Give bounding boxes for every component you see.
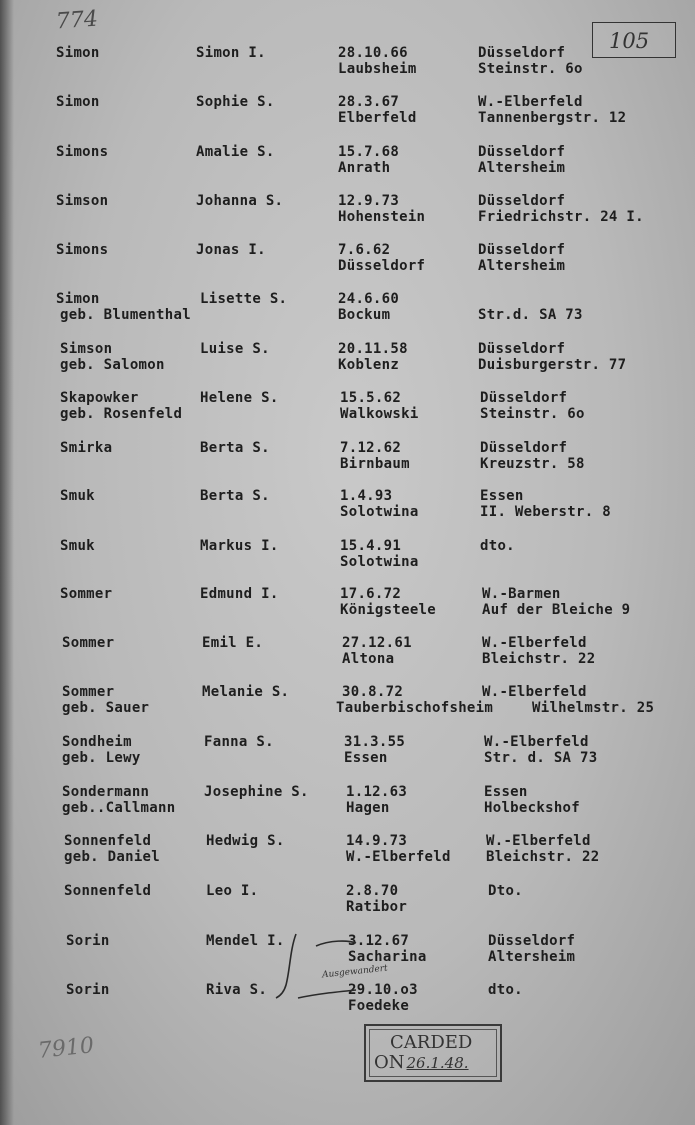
birth-place: Bockum	[338, 307, 391, 323]
street: Altersheim	[478, 160, 566, 176]
maiden-name: geb..Callmann	[62, 800, 176, 816]
carded-on-label: ON	[374, 1052, 405, 1073]
birth-date: 15.5.62	[340, 390, 402, 406]
first-name: Hedwig S.	[206, 833, 285, 849]
birth-place: Königsteele	[340, 602, 437, 618]
city: Düsseldorf	[478, 144, 566, 160]
surname: Sondheim	[62, 734, 132, 750]
birth-date: 15.4.91	[340, 538, 402, 554]
birth-date: 17.6.72	[340, 586, 402, 602]
surname: Simson	[60, 341, 113, 357]
surname: Sonnenfeld	[64, 833, 152, 849]
first-name: Emil E.	[202, 635, 264, 651]
surname: Sommer	[62, 635, 115, 651]
carded-date-line	[374, 1052, 469, 1073]
first-name: Amalie S.	[196, 144, 275, 160]
birth-date: 24.6.60	[338, 291, 400, 307]
birth-place: Solotwina	[340, 504, 419, 520]
birth-place: Hagen	[346, 800, 390, 816]
carded-stamp	[364, 1024, 502, 1082]
street: Bleichstr. 22	[482, 651, 596, 667]
street: Str.d. SA 73	[478, 307, 583, 323]
city: W.-Elberfeld	[486, 833, 591, 849]
surname: Simon	[56, 94, 100, 110]
first-name: Jonas I.	[196, 242, 266, 258]
city: Essen	[480, 488, 524, 504]
street: Str. d. SA 73	[484, 750, 598, 766]
birth-place: Foedeke	[348, 998, 410, 1014]
surname: Skapowker	[60, 390, 139, 406]
maiden-name: geb. Blumenthal	[60, 307, 191, 323]
first-name: Lisette S.	[200, 291, 288, 307]
birth-date: 15.7.68	[338, 144, 400, 160]
surname: Smuk	[60, 538, 95, 554]
first-name: Mendel I.	[206, 933, 285, 949]
first-name: Simon I.	[196, 45, 266, 61]
birth-place: Düsseldorf	[338, 258, 426, 274]
birth-date: 14.9.73	[346, 833, 408, 849]
birth-date: 20.11.58	[338, 341, 408, 357]
surname: Sonnenfeld	[64, 883, 152, 899]
first-name: Leo I.	[206, 883, 259, 899]
maiden-name: geb. Rosenfeld	[60, 406, 183, 422]
birth-place: Tauberbischofsheim	[336, 700, 494, 716]
first-name: Luise S.	[200, 341, 270, 357]
birth-date: 28.10.66	[338, 45, 408, 61]
street: Altersheim	[478, 258, 566, 274]
birth-date: 1.4.93	[340, 488, 393, 504]
birth-place: Solotwina	[340, 554, 419, 570]
birth-date: 7.12.62	[340, 440, 402, 456]
first-name: Melanie S.	[202, 684, 290, 700]
city: dto.	[480, 538, 515, 554]
birth-place: Birnbaum	[340, 456, 410, 472]
birth-place: Altona	[342, 651, 395, 667]
surname: Sondermann	[62, 784, 150, 800]
surname: Sommer	[60, 586, 113, 602]
birth-place: W.-Elberfeld	[346, 849, 451, 865]
maiden-name: geb. Sauer	[62, 700, 150, 716]
city: W.-Elberfeld	[478, 94, 583, 110]
birth-place: Anrath	[338, 160, 391, 176]
city: dto.	[488, 982, 523, 998]
street: Altersheim	[488, 949, 576, 965]
birth-date: 2.8.70	[346, 883, 399, 899]
surname: Sommer	[62, 684, 115, 700]
city: Düsseldorf	[478, 193, 566, 209]
city: Düsseldorf	[480, 440, 568, 456]
street: Holbeckshof	[484, 800, 581, 816]
first-name: Josephine S.	[204, 784, 309, 800]
first-name: Sophie S.	[196, 94, 275, 110]
street: Wilhelmstr. 25	[532, 700, 655, 716]
birth-place: Walkowski	[340, 406, 419, 422]
carded-label: CARDED	[390, 1032, 473, 1053]
city: Düsseldorf	[478, 242, 566, 258]
handwritten-side-number: 7910	[36, 1033, 96, 1064]
city: Dto.	[488, 883, 523, 899]
surname: Sorin	[66, 982, 110, 998]
birth-date: 29.10.o3	[348, 982, 418, 998]
birth-place: Laubsheim	[338, 61, 417, 77]
folder-number: 105	[609, 29, 650, 53]
first-name: Helene S.	[200, 390, 279, 406]
first-name: Edmund I.	[200, 586, 279, 602]
birth-place: Essen	[344, 750, 388, 766]
birth-place: Ratibor	[346, 899, 408, 915]
first-name: Berta S.	[200, 440, 270, 456]
city: Düsseldorf	[478, 341, 566, 357]
city: W.-Barmen	[482, 586, 561, 602]
street: Bleichstr. 22	[486, 849, 600, 865]
surname: Sorin	[66, 933, 110, 949]
maiden-name: geb. Salomon	[60, 357, 165, 373]
birth-place: Elberfeld	[338, 110, 417, 126]
city: Essen	[484, 784, 528, 800]
birth-date: 31.3.55	[344, 734, 406, 750]
birth-date: 28.3.67	[338, 94, 400, 110]
birth-place: Koblenz	[338, 357, 400, 373]
city: Düsseldorf	[488, 933, 576, 949]
street: Steinstr. 6o	[480, 406, 585, 422]
street: II. Weberstr. 8	[480, 504, 611, 520]
city: W.-Elberfeld	[484, 734, 589, 750]
surname: Smuk	[60, 488, 95, 504]
handwritten-page-number: 774	[55, 6, 99, 35]
maiden-name: geb. Daniel	[64, 849, 161, 865]
birth-place: Hohenstein	[338, 209, 426, 225]
birth-date: 27.12.61	[342, 635, 412, 651]
street: Steinstr. 6o	[478, 61, 583, 77]
first-name: Berta S.	[200, 488, 270, 504]
carded-date: 26.1.48.	[406, 1054, 469, 1072]
city: W.-Elberfeld	[482, 684, 587, 700]
birth-place: Sacharina	[348, 949, 427, 965]
street: Auf der Bleiche 9	[482, 602, 631, 618]
birth-date: 30.8.72	[342, 684, 404, 700]
birth-date: 3.12.67	[348, 933, 410, 949]
surname: Simons	[56, 144, 109, 160]
birth-date: 7.6.62	[338, 242, 391, 258]
handwritten-note: Ausgewandert	[321, 963, 389, 981]
birth-date: 12.9.73	[338, 193, 400, 209]
maiden-name: geb. Lewy	[62, 750, 141, 766]
first-name: Johanna S.	[196, 193, 284, 209]
surname: Smirka	[60, 440, 113, 456]
surname: Simon	[56, 45, 100, 61]
city: Düsseldorf	[480, 390, 568, 406]
first-name: Riva S.	[206, 982, 268, 998]
first-name: Fanna S.	[204, 734, 274, 750]
surname: Simon	[56, 291, 100, 307]
street: Tannenbergstr. 12	[478, 110, 627, 126]
city: Düsseldorf	[478, 45, 566, 61]
street: Kreuzstr. 58	[480, 456, 585, 472]
birth-date: 1.12.63	[346, 784, 408, 800]
city: W.-Elberfeld	[482, 635, 587, 651]
surname: Simson	[56, 193, 109, 209]
street: Duisburgerstr. 77	[478, 357, 627, 373]
surname: Simons	[56, 242, 109, 258]
first-name: Markus I.	[200, 538, 279, 554]
street: Friedrichstr. 24 I.	[478, 209, 644, 225]
